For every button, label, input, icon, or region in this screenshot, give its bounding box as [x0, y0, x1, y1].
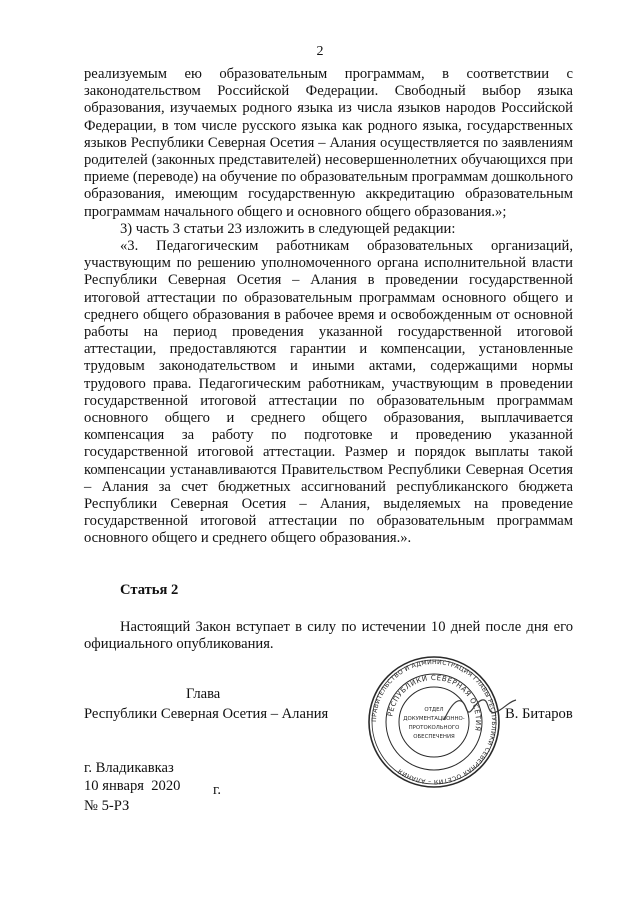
article-2-text: Настоящий Закон вступает в силу по истечении 10 дней после дня его официального опубликования.	[84, 619, 573, 653]
date-of-signing: 10 января 2020	[84, 778, 181, 794]
svg-text:РЕСПУБЛИКИ СЕВЕРНАЯ ОСЕТИЯ: РЕСПУБЛИКИ СЕВЕРНАЯ ОСЕТИЯ	[386, 673, 483, 733]
place-of-signing: г. Владикавказ	[84, 760, 174, 776]
signer-organization: Республики Северная Осетия – Алания	[84, 706, 329, 722]
svg-text:ОБЕСПЕЧЕНИЯ: ОБЕСПЕЧЕНИЯ	[413, 734, 455, 740]
svg-text:ДОКУМЕНТАЦИОННО-: ДОКУМЕНТАЦИОННО-	[403, 716, 465, 722]
page-number: 2	[316, 44, 324, 59]
paragraph-article-23-part-3: «3. Педагогическим работникам образовательных организаций, участвующим по решению уполномоченного органа исполнительной власти Республики Северная Осетия – Алания в проведении государственной итоговой аттестации по образовательным программам основного общего и среднего общего образования в рабочее время и освобожденным от основной работы на период проведения указанной государственной итоговой аттестации, предоставляются гарантии и компенсации, установленные трудовым законодательством и иными актами, содержащими нормы трудового права. Педагогическим работникам, участвующим в проведении государственной итоговой аттестации по образовательным программам основного общего и среднего общего образования, выплачивается компенсация за работу по подготовке и проведению указанной государственной итоговой аттестации. Размер и порядок выплаты такой компенсации устанавливаются Правительством Республики Северная Осетия – Алания за счет бюджетных ассигнований республиканского бюджета Республики Северная Осетия – Алания, выделяемых на проведение государственной итоговой аттестации по образовательным программам основного общего и среднего общего образования.».	[84, 238, 573, 547]
svg-text:ОТДЕЛ: ОТДЕЛ	[424, 707, 444, 713]
svg-text:ПРАВИТЕЛЬСТВО И АДМИНИСТРАЦИЯ: ПРАВИТЕЛЬСТВО И АДМИНИСТРАЦИЯ ГЛАВЫ РЕСПУБЛИКИ СЕВЕРНАЯ ОСЕТИЯ – АЛАНИЯ	[370, 658, 498, 786]
paragraph-amendment-intro: 3) часть 3 статьи 23 изложить в следующей редакции:	[120, 220, 456, 237]
law-number: № 5-РЗ	[84, 798, 130, 814]
svg-text:ПРОТОКОЛЬНОГО: ПРОТОКОЛЬНОГО	[408, 725, 460, 731]
article-2-heading: Статья 2	[120, 582, 179, 598]
year-suffix: г.	[213, 782, 221, 798]
law-text-body	[84, 66, 573, 548]
signer-title: Глава	[186, 686, 221, 702]
signer-name: В. Битаров	[505, 706, 573, 722]
paragraph-language-education: реализуемым ею образовательным программам, в соответствии с законодательством Российской Федерации. Свободный выбор языка образования, изучаемых родного языка из числа языков народов Российской Федерации, в том числе русского языка как родного языка, государственных языков Республики Северная Осетия – Алания осуществляется по заявлениям родителей (законных представителей) несовершеннолетних обучающихся при приеме (переводе) на обучение по образовательным программам дошкольного образования, имеющим государственную аккредитацию образовательным программам начального общего и основного общего образования.»;	[84, 66, 573, 220]
